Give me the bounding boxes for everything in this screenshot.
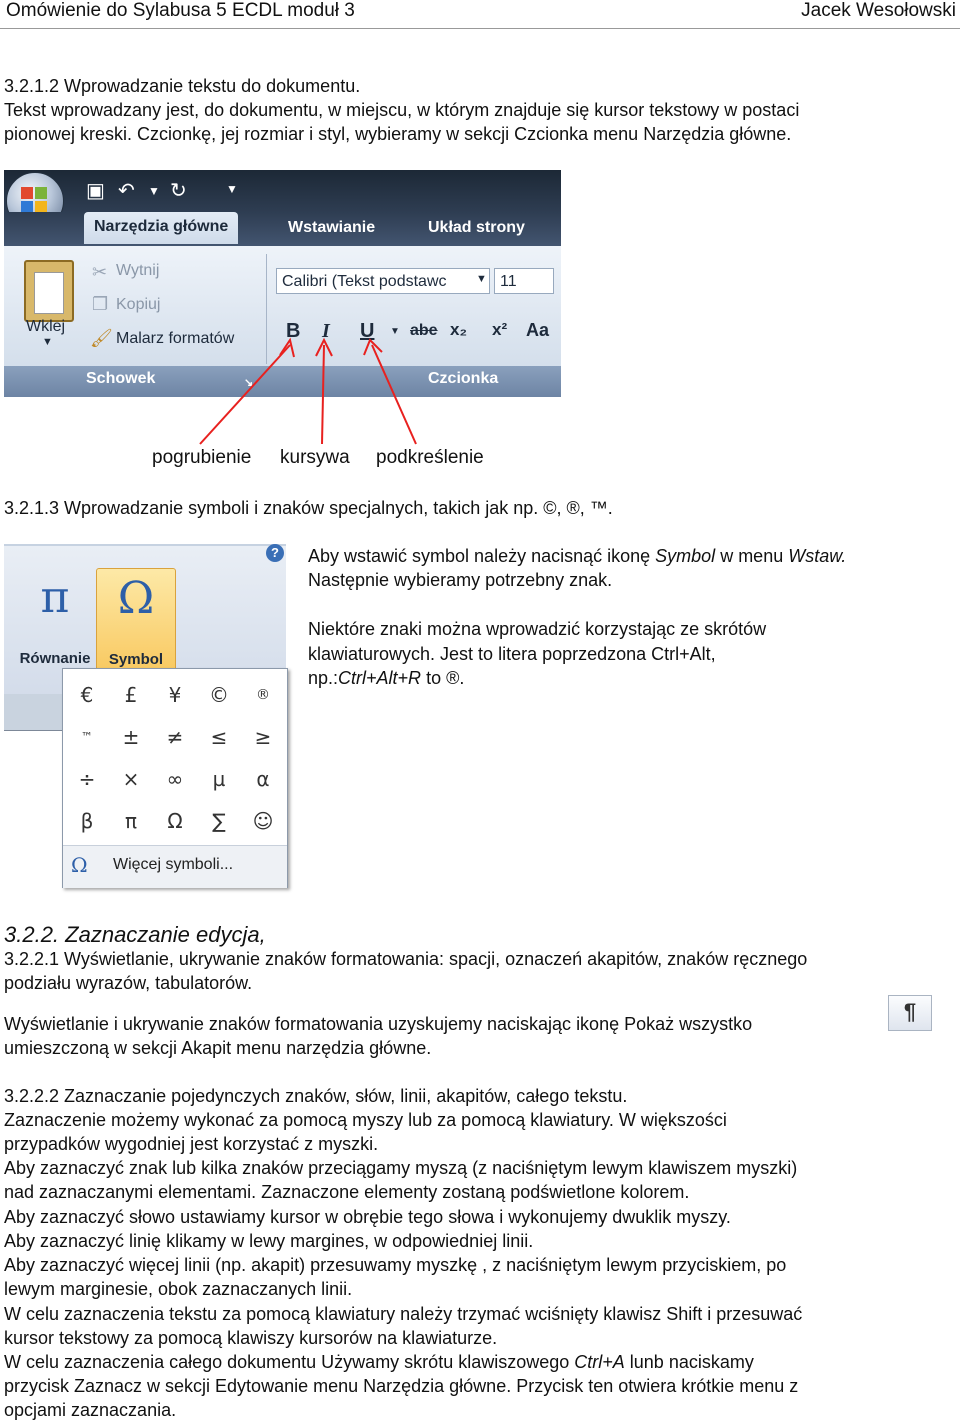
select-all-line2: przycisk Zaznacz w sekcji Edytowanie menu Narzędzia główne. Przycisk ten otwiera krótkie menu z bbox=[4, 1376, 799, 1396]
font-size-value: 11 bbox=[500, 273, 517, 290]
section-322-heading: 3.2.2. Zaznaczanie edycja, bbox=[4, 922, 266, 947]
symbol-dropdown bbox=[62, 668, 288, 888]
symbol-trademark[interactable]: ™ bbox=[81, 730, 93, 744]
header-doc-title: Omówienie do Sylabusa 5 ECDL moduł 3 bbox=[6, 0, 355, 21]
bold-button[interactable]: B bbox=[286, 320, 301, 342]
symbol-emphasis: Symbol bbox=[655, 546, 716, 566]
section-3222-line: Aby zaznaczyć linię klikamy w lewy margines, w odpowiedniej linii. bbox=[4, 1231, 534, 1251]
tab-narzedzia-glowne[interactable]: Narzędzia główne bbox=[84, 212, 238, 244]
symbol-pi[interactable]: π bbox=[124, 809, 138, 833]
text-run: w menu bbox=[715, 546, 789, 566]
section-3222-line: Aby zaznaczyć więcej linii (np. akapit) przesuwamy myszkę , z naciśniętym lewym przyciskiem, po bbox=[4, 1255, 787, 1275]
section-3222-line: przypadków wygodniej jest korzystać z myszki. bbox=[4, 1134, 379, 1154]
symbol-euro[interactable]: € bbox=[80, 683, 94, 707]
symbol-multiply[interactable]: × bbox=[122, 767, 140, 791]
underline-button[interactable]: U bbox=[360, 320, 375, 342]
pilcrow-icon[interactable]: ¶ bbox=[888, 995, 932, 1031]
save-icon[interactable]: ▣ bbox=[86, 180, 105, 202]
header-author: Jacek Wesołowski bbox=[801, 0, 956, 21]
change-case-button[interactable]: Aa bbox=[526, 320, 550, 340]
equation-button[interactable] bbox=[16, 568, 94, 680]
clipboard-launcher-icon[interactable]: ↘ bbox=[244, 377, 254, 389]
font-name-dropdown-icon[interactable]: ▼ bbox=[476, 273, 487, 285]
superscript-button[interactable]: x² bbox=[492, 320, 508, 339]
select-all-line3: opcjami zaznaczania. bbox=[4, 1400, 177, 1420]
undo-icon[interactable]: ↶ bbox=[118, 180, 135, 202]
section-3222-line: Aby zaznaczyć słowo ustawiamy kursor w obrębie tego słowa i wykonujemy dwuklik myszy. bbox=[4, 1207, 731, 1227]
text-run: to ®. bbox=[421, 668, 465, 688]
shortcut-text-line1: Niektóre znaki można wprowadzić korzystając ze skrótów bbox=[308, 619, 767, 639]
label-pogrubienie: pogrubienie bbox=[152, 447, 252, 468]
more-symbols-label: Więcej symboli... bbox=[113, 856, 234, 873]
shortcut-ctrl-a: Ctrl+A bbox=[574, 1352, 625, 1372]
section-3212-line: Tekst wprowadzany jest, do dokumentu, w miejscu, w którym znajduje się kursor tekstowy w postaci bbox=[4, 100, 800, 120]
section-3221-heading: 3.2.2.1 Wyświetlanie, ukrywanie znaków formatowania: spacji, oznaczeń akapitów, znaków ręcznego bbox=[4, 949, 808, 969]
group-label-schowek: Schowek bbox=[86, 370, 156, 387]
format-painter-label[interactable]: Malarz formatów bbox=[116, 330, 235, 347]
more-symbols-button[interactable] bbox=[63, 845, 287, 888]
undo-dropdown-icon[interactable]: ▼ bbox=[148, 184, 160, 198]
symbol-alpha[interactable]: α bbox=[256, 767, 270, 791]
symbol-omega[interactable]: Ω bbox=[167, 809, 183, 833]
shortcut-text-line3 bbox=[308, 666, 464, 690]
symbol-yen[interactable]: ¥ bbox=[168, 683, 182, 707]
symbol-button[interactable] bbox=[96, 568, 176, 682]
text-run: W celu zaznaczenia całego dokumentu Używamy skrótu klawiszowego bbox=[4, 1352, 575, 1372]
label-podkreslenie: podkreślenie bbox=[376, 447, 484, 468]
symbol-micro[interactable]: µ bbox=[212, 767, 226, 791]
font-name-value: Calibri (Tekst podstawc bbox=[282, 273, 447, 290]
copy-icon[interactable]: ❐ bbox=[92, 294, 109, 314]
label-kursywa: kursywa bbox=[280, 447, 350, 468]
section-3222-line: nad zaznaczanymi elementami. Zaznaczone elementy zostaną podświetlone kolorem. bbox=[4, 1182, 690, 1202]
annotation-arrows bbox=[0, 0, 960, 470]
qat-customize-icon[interactable]: ▼ bbox=[226, 182, 238, 196]
shortcut-text-line2: klawiaturowych. Jest to litera poprzedzona Ctrl+Alt, bbox=[308, 644, 716, 664]
section-3222-line: W celu zaznaczenia tekstu za pomocą klawiatury należy trzymać wciśnięty klawisz Shift i przesuwać bbox=[4, 1304, 803, 1324]
section-3221-heading-line2: podziału wyrazów, tabulatorów. bbox=[4, 973, 253, 993]
section-3212-heading: 3.2.1.2 Wprowadzanie tekstu do dokumentu. bbox=[4, 76, 361, 96]
paste-label[interactable]: Wklej bbox=[26, 318, 66, 335]
italic-button[interactable]: I bbox=[322, 320, 330, 342]
tab-uklad-strony[interactable]: Układ strony bbox=[428, 219, 525, 236]
select-all-line1 bbox=[4, 1350, 754, 1374]
group-label-czcionka: Czcionka bbox=[428, 370, 499, 387]
symbol-plus-minus[interactable]: ± bbox=[122, 725, 140, 749]
symbol-smiley[interactable]: ☺ bbox=[252, 809, 274, 833]
arrow-underline bbox=[372, 345, 416, 444]
show-all-text-line2: umieszczoną w sekcji Akapit menu narzędzia główne. bbox=[4, 1038, 432, 1058]
underline-dropdown-icon[interactable]: ▼ bbox=[390, 326, 400, 337]
symbol-less-equal[interactable]: ≤ bbox=[210, 725, 228, 749]
symbol-infinity[interactable]: ∞ bbox=[166, 767, 184, 791]
shortcut-ctrl-alt-r: Ctrl+Alt+R bbox=[338, 668, 422, 688]
section-3222-line: Aby zaznaczyć znak lub kilka znaków przeciągamy myszą (z naciśniętym lewym klawiszem myszki) bbox=[4, 1158, 798, 1178]
subscript-button[interactable]: x₂ bbox=[450, 320, 468, 339]
text-run: np.: bbox=[308, 668, 339, 688]
copy-label[interactable]: Kopiuj bbox=[116, 296, 161, 313]
section-3222-line: Zaznaczenie możemy wykonać za pomocą myszy lub za pomocą klawiatury. W większości bbox=[4, 1110, 727, 1130]
omega-small-icon: Ω bbox=[71, 853, 88, 877]
symbol-sum[interactable]: ∑ bbox=[212, 809, 226, 833]
show-all-text-line1: Wyświetlanie i ukrywanie znaków formatowania uzyskujemy naciskając ikonę Pokaż wszystko bbox=[4, 1014, 753, 1034]
symbol-pound[interactable]: £ bbox=[124, 683, 138, 707]
paste-dropdown-icon[interactable]: ▼ bbox=[42, 336, 53, 348]
symbol-divide[interactable]: ÷ bbox=[78, 767, 96, 791]
help-icon[interactable]: ? bbox=[266, 544, 284, 562]
strikethrough-button[interactable]: abe bbox=[410, 322, 438, 339]
cut-label[interactable]: Wytnij bbox=[116, 262, 160, 279]
symbol-not-equal[interactable]: ≠ bbox=[166, 725, 184, 749]
text-run: lunb naciskamy bbox=[624, 1352, 754, 1372]
text-run: Aby wstawić symbol należy nacisnąć ikonę bbox=[308, 546, 656, 566]
symbol-copyright[interactable]: © bbox=[209, 683, 229, 707]
format-painter-icon[interactable]: 🖌 bbox=[90, 328, 113, 348]
arrow-italic bbox=[322, 345, 324, 444]
symbol-greater-equal[interactable]: ≥ bbox=[254, 725, 272, 749]
omega-icon: Ω bbox=[117, 573, 155, 624]
section-3222-heading: 3.2.2.2 Zaznaczanie pojedynczych znaków, słów, linii, akapitów, całego tekstu. bbox=[4, 1086, 628, 1106]
section-3222-line: lewym marginesie, obok zaznaczanych linii. bbox=[4, 1279, 353, 1299]
ruler-fragment bbox=[4, 694, 64, 731]
symbol-instruction-line2: Następnie wybieramy potrzebny znak. bbox=[308, 570, 613, 590]
symbol-registered[interactable]: ® bbox=[256, 687, 270, 703]
redo-icon[interactable]: ↻ bbox=[170, 180, 187, 202]
symbol-beta[interactable]: β bbox=[80, 809, 94, 833]
section-3212-line: pionowej kreski. Czcionkę, jej rozmiar i styl, wybieramy w sekcji Czcionka menu Narzędzia główne. bbox=[4, 124, 792, 144]
arrow-bold bbox=[200, 345, 290, 444]
wstaw-emphasis: Wstaw. bbox=[788, 546, 847, 566]
equation-label: Równanie bbox=[19, 650, 91, 667]
cut-icon[interactable]: ✂ bbox=[92, 262, 108, 282]
symbol-panel-screenshot bbox=[4, 544, 286, 886]
symbol-label: Symbol bbox=[108, 651, 164, 668]
pi-icon: π bbox=[40, 572, 70, 623]
symbol-instruction bbox=[308, 544, 846, 568]
section-3222-line: kursor tekstowy za pomocą klawiszy kursorów na klawiaturze. bbox=[4, 1328, 498, 1348]
section-3213-heading: 3.2.1.3 Wprowadzanie symboli i znaków specjalnych, takich jak np. ©, ®, ™. bbox=[4, 498, 613, 518]
tab-wstawianie[interactable]: Wstawianie bbox=[288, 219, 376, 236]
